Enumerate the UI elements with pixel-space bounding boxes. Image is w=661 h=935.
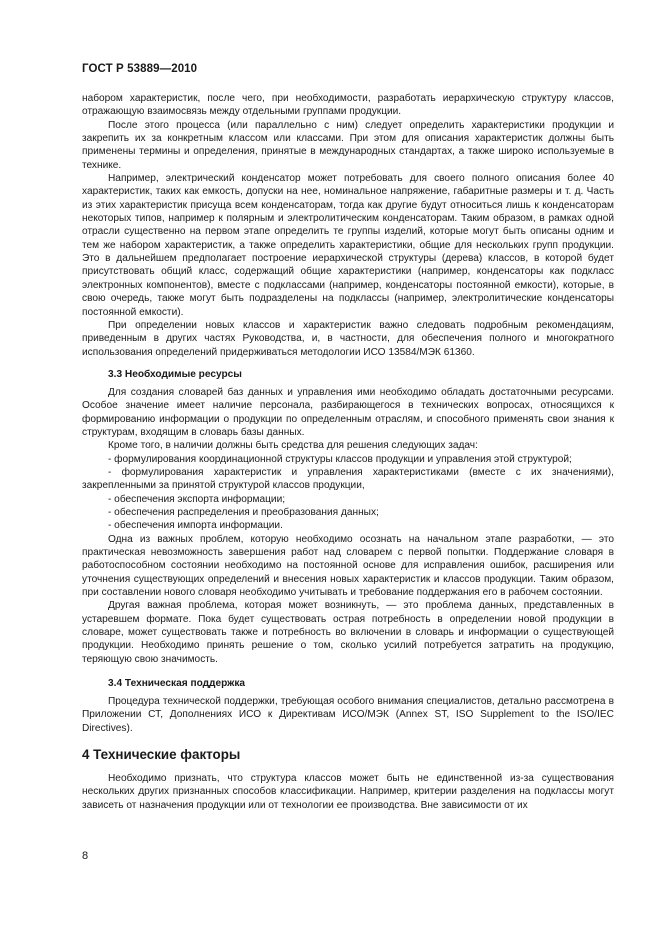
list-item: - обеспечения импорта информации. — [108, 520, 283, 532]
paragraph: При определении новых классов и характеристик важно следовать подробным рекомендациям, приведенным в других частях Руководства, и, в частности, для обеспечения полного и многократного использования определений придерживаться методологии ИСО 13584/МЭК 61360. — [82, 319, 614, 358]
list-item: - формулирования координационной структуры классов продукции и управления этой структурой; — [108, 453, 572, 465]
paragraph: набором характеристик, после чего, при необходимости, разработать иерархическую структуру классов, отражающую взаимосвязь между отдельными группами продукции. — [82, 93, 614, 118]
paragraph: Например, электрический конденсатор может потребовать для своего полного описания более 40 характеристик, таких как емкость, допуски на нее, номинальное напряжение, габаритные размеры и т. д. Часть из этих характеристик присуща всем конденсаторам, тогда как другие будут относиться лишь к конденсаторам некоторых типов, например к полярным и электролитическим конденсаторам. Таким образом, в рамках одной отрасли существенно на первом этапе определить те группы изделий, которые могут быть описаны одним и тем же набором характеристик, а также определить характеристики, общие для нескольких групп продукции. Это в дальнейшем предполагает построение иерархической структуры (дерева) классов, в которой будет присутствовать общий класс, содержащий общие характеристики (например, конденсаторы как подкласс электронных компонентов), вместе с подклассами (например, конденсаторы постоянной емкости), которые, в свою очередь, также могут быть подразделены на подклассы (например, электролитические конденсаторы постоянной емкости). — [82, 173, 614, 318]
paragraph: Другая важная проблема, которая может возникнуть, — это проблема данных, представленных в устаревшем формате. Пока будет существовать острая потребность в определении новой продукции в словаре, может существовать также и потребность во включении в словарь и информации о существующей продукции. Необходимо принять решение о том, сколько усилий потребуется затратить на продукцию, теряющую свою значимость. — [82, 600, 614, 665]
list-item: - формулирования характеристик и управления характеристиками (вместе с их значениями), закрепленными за принятой структурой классов продукции, — [82, 466, 614, 492]
paragraph: Одна из важных проблем, которую необходимо осознать на начальном этапе разработки, — это практическая невозможность завершения работ над словарем с первой попытки. Поддержание словаря в работоспособном состоянии необходимо на постоянной основе для исправления ошибок, расширения или уточнения существующих определений и внесения новых характеристик и классов продукции. Таким образом, при составлении нового словаря необходимо учитывать и требование поддержания его в рабочем состоянии. — [82, 533, 614, 599]
paragraph: Для создания словарей баз данных и управления ими необходимо обладать достаточными ресурсами. Особое значение имеет наличие персонала, разбирающегося в технических вопросах, относящихся к формированию информации о продукции по определенным отраслям, и способного применять свои знания к структурам, входящим в словарь базы данных. — [82, 386, 614, 438]
list-item: - обеспечения распределения и преобразования данных; — [108, 506, 379, 518]
paragraph: Процедура технической поддержки, требующая особого внимания специалистов, детально рассмотрена в Приложении СТ, Дополнениях ИСО к Директивам ИСО/МЭК (Annex ST, ISO Supplement to the ISO/IEC Directives). — [82, 696, 614, 734]
document-body — [82, 92, 614, 812]
section-heading-4: 4 Технические факторы — [82, 747, 241, 763]
paragraph: Необходимо признать, что структура классов может быть не единственной из-за существования нескольких других признанных способов классификации. Например, критерии разделения на подклассы могут зависеть от назначения продукции или от технологии ее производства. Вне зависимости от их — [82, 773, 614, 811]
section-heading-3-4: 3.4 Техническая поддержка — [108, 678, 246, 690]
page-number: 8 — [82, 850, 89, 862]
section-heading-3-3: 3.3 Необходимые ресурсы — [108, 368, 242, 380]
document-header: ГОСТ Р 53889—2010 — [82, 63, 198, 75]
paragraph: Кроме того, в наличии должны быть средства для решения следующих задач: — [108, 440, 478, 452]
paragraph: После этого процесса (или параллельно с ним) следует определить характеристики продукции и закрепить их за конкретным классом или классами. При этом для описания характеристик должны быть применены термины и определения, принятые в международных стандартах, а также широко используемые в технике. — [82, 119, 614, 171]
list-item: - обеспечения экспорта информации; — [108, 493, 286, 505]
